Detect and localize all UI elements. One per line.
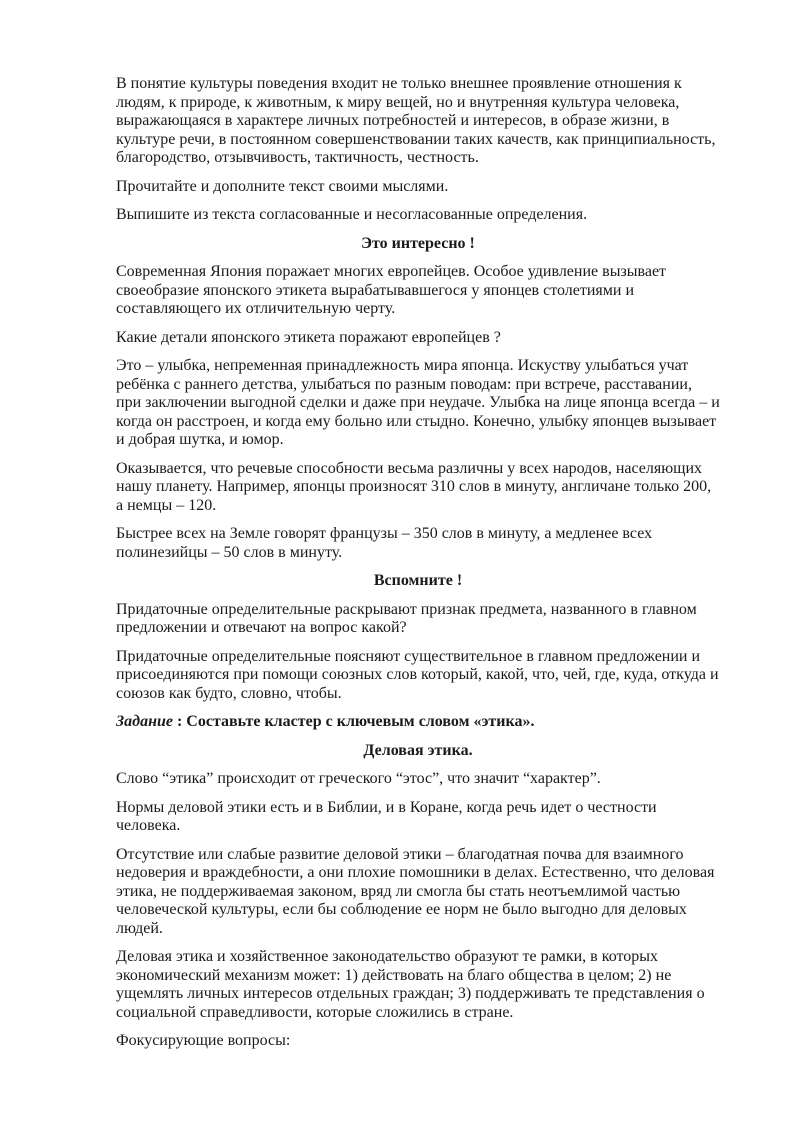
paragraph-ethics-norms: Нормы деловой этики есть и в Библии, и в Коране, когда речь идет о честности человека. (116, 798, 657, 834)
task-text: : Составьте кластер с ключевым словом «этика». (172, 713, 535, 730)
heading-remember: Вспомните ! (373, 572, 463, 589)
task-label: Задание (116, 713, 173, 730)
heading-business-ethics: Деловая этика. (363, 741, 473, 759)
paragraph-ethics-origin: Слово “этика” происходит от греческого “этос”, что значит “характер”. (116, 770, 601, 787)
paragraph-focus-questions: Фокусирующие вопросы: (116, 1032, 291, 1049)
paragraph-behavior-culture: В понятие культуры поведения входит не только внешнее проявление отношения к людям, к природе, к животным, к миру вещей, но и внутренняя культура человека, выражающаяся в характере личных потребностей и интересов, в образе жизни, в культуре речи, в постоянном совершенствовании таких качеств, как принципиальность, благородство, отзывчивость, тактичность, честность. (116, 75, 716, 166)
paragraph-clauses-1: Придаточные определительные раскрывают признак предмета, названного в главном предложении и отвечают на вопрос какой? (116, 600, 697, 636)
paragraph-task (116, 713, 720, 732)
paragraph-instruction-read: Прочитайте и дополните текст своими мыслями. (116, 177, 449, 195)
paragraph-question-japan: Какие детали японского этикета поражают европейцев ? (116, 328, 501, 346)
paragraph-speech-rates: Оказывается, что речевые способности весьма различны у всех народов, населяющих нашу планету. Например, японцы произносят 310 слов в минуту, англичане только 200, а немцы – 120. (116, 459, 712, 514)
paragraph-fastest-speakers: Быстрее всех на Земле говорят французы – 350 слов в минуту, а медленее всех полинезийцы – 50 слов в минуту. (116, 525, 653, 561)
paragraph-smile: Это – улыбка, непременная принадлежность мира японца. Искуству улыбаться учат ребёнка с раннего детства, улыбаться по разным поводам: при встрече, расставании, при заключении выгодной сделки и даже при неудаче. Улыбка на лице японца всегда – и когда он расстроен, и когда ему больно или стыдно. Конечно, улыбку японцев вызывает и добрая шутка, и юмор. (116, 357, 720, 448)
heading-interesting: Это интересно ! (361, 234, 475, 252)
paragraph-japan: Современная Япония поражает многих европейцев. Особое удивление вызывает своеобразие японского этикета вырабатывавшегося у японцев столетиями и составляющего их отличительную черту. (116, 263, 667, 317)
paragraph-clauses-2: Придаточные определительные поясняют существительное в главном предложении и присоединяются при помощи союзных слов который, какой, что, чей, где, куда, откуда и союзов как будто, словно, чтобы. (116, 647, 719, 702)
paragraph-ethics-law: Деловая этика и хозяйственное законодательство образуют те рамки, в которых экономический механизм может: 1) действовать на благо общества в целом; 2) не ущемлять личных интересов отдельных граждан; 3) поддерживать те представления о социальной справедливости, которые сложились в стране. (116, 948, 705, 1021)
paragraph-instruction-write: Выпишите из текста согласованные и несогласованные определения. (116, 206, 588, 223)
paragraph-ethics-absence: Отсутствие или слабые развитие деловой этики – благодатная почва для взаимного недоверия и враждебности, а они плохие помошники в делах. Естественно, что деловая этика, не поддерживаемая законом, вряд ли смогла бы стать неотъемлимой частью человеческой культуры, если бы соблюдение ее норм не было выгодно для деловых людей. (116, 845, 715, 937)
